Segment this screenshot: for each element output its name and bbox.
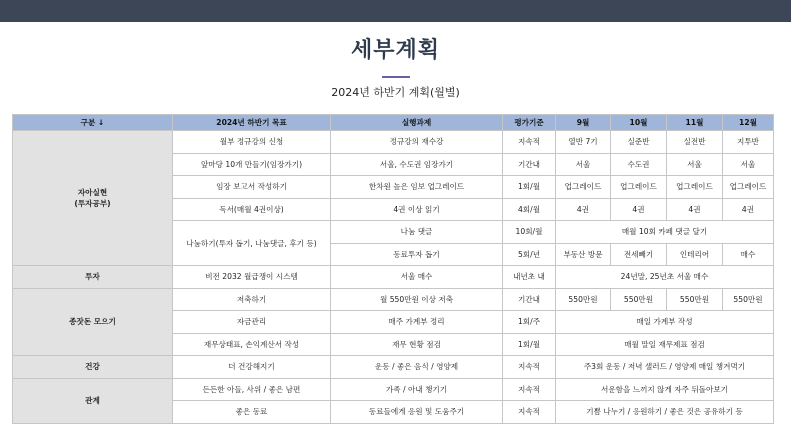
goal-cell: 월부 정규강의 신청 — [173, 131, 331, 154]
header-sep: 9월 — [556, 115, 611, 131]
eval-cell: 1회/주 — [503, 311, 556, 334]
task-cell: 나눔 댓글 — [331, 221, 503, 244]
category-relation: 관계 — [13, 378, 173, 423]
eval-cell: 1회/월 — [503, 176, 556, 199]
eval-cell: 4회/월 — [503, 198, 556, 221]
goal-cell: 독서(매월 4권이상) — [173, 198, 331, 221]
table-row — [13, 266, 774, 289]
task-cell: 동료들에게 응원 및 도움주기 — [331, 401, 503, 424]
eval-cell: 지속적 — [503, 401, 556, 424]
eval-cell: 기간내 — [503, 153, 556, 176]
task-cell: 서울 매수 — [331, 266, 503, 289]
task-cell: 가족 / 아내 챙기기 — [331, 378, 503, 401]
goal-cell: 비전 2032 월급쟁이 시스템 — [173, 266, 331, 289]
header-nov: 11월 — [667, 115, 723, 131]
month-cell: 550만원 — [667, 288, 723, 311]
month-cell: 550만원 — [556, 288, 611, 311]
table-row — [13, 288, 774, 311]
month-cell: 4권 — [556, 198, 611, 221]
table-header-row — [13, 115, 774, 131]
month-cell: 550만원 — [723, 288, 774, 311]
task-cell: 정규강의 재수강 — [331, 131, 503, 154]
eval-cell: 지속적 — [503, 356, 556, 379]
task-cell: 운동 / 좋은 음식 / 영양제 — [331, 356, 503, 379]
month-cell: 550만원 — [611, 288, 667, 311]
months-merged-cell: 서운함을 느끼지 않게 자주 뒤돌아보기 — [556, 378, 774, 401]
category-self: 자아실현 (투자공부) — [74, 188, 111, 208]
plan-table-wrapper — [12, 114, 773, 424]
category-health: 건강 — [13, 356, 173, 379]
month-cell: 서울 — [667, 153, 723, 176]
month-cell: 업그레이드 — [556, 176, 611, 199]
eval-cell: 내년초 내 — [503, 266, 556, 289]
month-cell: 업그레이드 — [667, 176, 723, 199]
eval-cell: 5회/년 — [503, 243, 556, 266]
month-cell: 서울 — [556, 153, 611, 176]
month-cell: 부동산 방문 — [556, 243, 611, 266]
goal-cell: 자금관리 — [173, 311, 331, 334]
month-cell: 4권 — [611, 198, 667, 221]
months-merged-cell: 주3회 운동 / 저녁 샐러드 / 영양제 매일 챙겨먹기 — [556, 356, 774, 379]
task-cell: 재무 현황 점검 — [331, 333, 503, 356]
task-cell: 동료투자 돕기 — [331, 243, 503, 266]
eval-cell: 기간내 — [503, 288, 556, 311]
title-divider — [382, 76, 410, 78]
page-subtitle: 2024년 하반기 계획(월별) — [331, 86, 460, 99]
month-cell: 열반 7기 — [556, 131, 611, 154]
goal-cell: 재무상태표, 손익계산서 작성 — [173, 333, 331, 356]
table-row — [13, 131, 774, 154]
months-merged-cell: 매일 가계부 작성 — [556, 311, 774, 334]
goal-cell: 임장 보고서 작성하기 — [173, 176, 331, 199]
goal-cell: 든든한 아들, 사위 / 좋은 남편 — [173, 378, 331, 401]
eval-cell: 지속적 — [503, 131, 556, 154]
eval-cell: 1회/월 — [503, 333, 556, 356]
goal-cell: 더 건강해지기 — [173, 356, 331, 379]
task-cell: 서울, 수도권 임장가기 — [331, 153, 503, 176]
month-cell: 실준반 — [611, 131, 667, 154]
goal-cell: 앞마당 10개 만들기(임장가기) — [173, 153, 331, 176]
month-cell: 4권 — [667, 198, 723, 221]
month-cell: 수도권 — [611, 153, 667, 176]
month-cell: 서울 — [723, 153, 774, 176]
header-category[interactable]: 구분 ↓ — [13, 115, 173, 131]
goal-cell: 좋은 동료 — [173, 401, 331, 424]
task-cell: 4권 이상 읽기 — [331, 198, 503, 221]
month-cell: 업그레이드 — [611, 176, 667, 199]
month-cell: 지투반 — [723, 131, 774, 154]
category-self-cell — [13, 131, 173, 266]
month-cell: 전세빼기 — [611, 243, 667, 266]
table-row — [13, 356, 774, 379]
month-cell: 4권 — [723, 198, 774, 221]
category-invest: 투자 — [13, 266, 173, 289]
table-row — [13, 378, 774, 401]
top-bar — [0, 0, 791, 22]
month-cell: 업그레이드 — [723, 176, 774, 199]
months-merged-cell: 매월 말일 재무제표 점검 — [556, 333, 774, 356]
months-merged-cell: 매월 10회 카페 댓글 달기 — [556, 221, 774, 244]
goal-cell: 저축하기 — [173, 288, 331, 311]
header-dec: 12월 — [723, 115, 774, 131]
header-goal: 2024년 하반기 목표 — [173, 115, 331, 131]
eval-cell: 10회/월 — [503, 221, 556, 244]
month-cell: 인테리어 — [667, 243, 723, 266]
task-cell: 월 550만원 이상 저축 — [331, 288, 503, 311]
header-task: 실행과제 — [331, 115, 503, 131]
eval-cell: 지속적 — [503, 378, 556, 401]
task-cell: 한차원 높은 임보 업그레이드 — [331, 176, 503, 199]
header-oct: 10월 — [611, 115, 667, 131]
task-cell: 매주 가계부 정리 — [331, 311, 503, 334]
months-merged-cell: 기쁨 나누기 / 응원하기 / 좋은 것은 공유하기 등 — [556, 401, 774, 424]
category-money: 종잣돈 모으기 — [13, 288, 173, 356]
month-cell: 매수 — [723, 243, 774, 266]
month-cell: 실전반 — [667, 131, 723, 154]
plan-table — [12, 114, 774, 424]
page-title: 세부계획 — [350, 38, 440, 63]
months-merged-cell: 24년말, 25년초 서울 매수 — [556, 266, 774, 289]
header-eval: 평가기준 — [503, 115, 556, 131]
goal-cell: 나눔하기(투자 돕기, 나눔댓글, 후기 등) — [173, 221, 331, 266]
